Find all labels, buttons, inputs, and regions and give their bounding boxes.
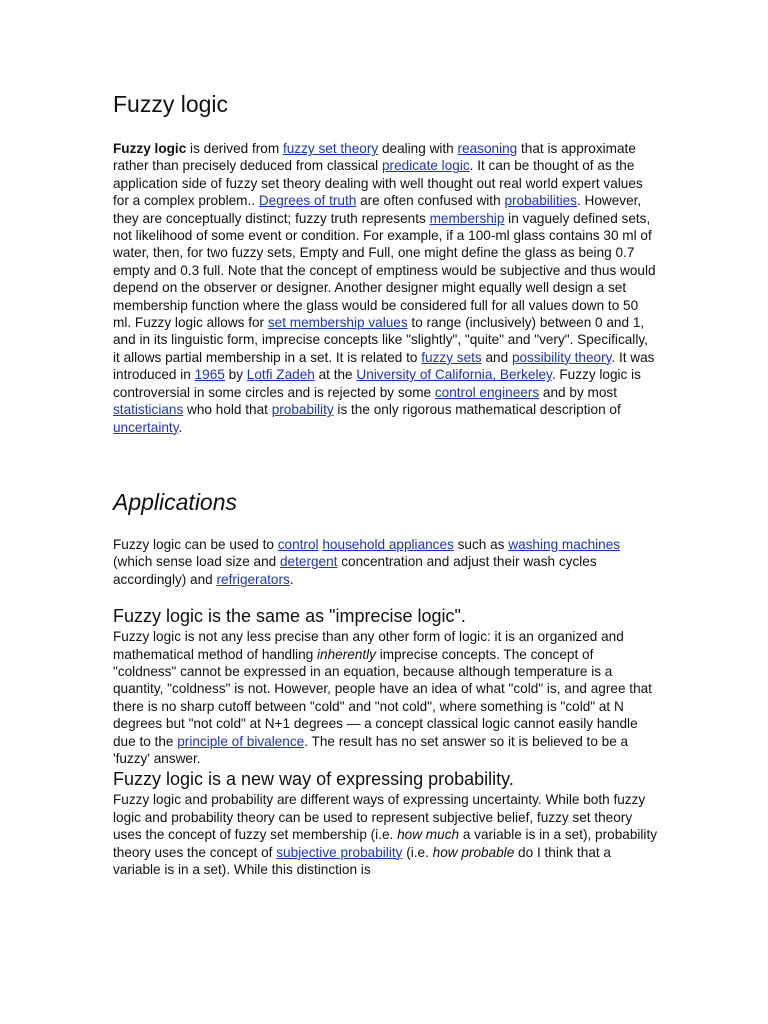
link-lotfi-zadeh[interactable]: Lotfi Zadeh	[246, 367, 315, 383]
link-control-engineers[interactable]: control engineers	[434, 384, 540, 400]
link-membership[interactable]: membership	[429, 210, 505, 226]
emphasis-inherently: inherently	[317, 646, 376, 662]
link-household-appliances[interactable]: household appliances	[322, 536, 454, 552]
imprecise-logic-heading: Fuzzy logic is the same as "imprecise logic".	[113, 606, 466, 627]
link-predicate-logic[interactable]: predicate logic	[381, 158, 470, 174]
applications-heading: Applications	[113, 488, 238, 515]
link-refrigerators[interactable]: refrigerators	[216, 571, 290, 587]
document-content	[113, 88, 658, 878]
link-probability[interactable]: probability	[271, 402, 334, 418]
page-title: Fuzzy logic	[113, 91, 229, 117]
probability-heading: Fuzzy logic is a new way of expressing probability.	[113, 769, 514, 790]
link-possibility-theory[interactable]: possibility theory	[511, 349, 612, 365]
link-degrees-of-truth[interactable]: Degrees of truth	[258, 193, 357, 209]
link-statisticians[interactable]: statisticians	[113, 402, 184, 418]
link-fuzzy-set-theory[interactable]: fuzzy set theory	[282, 141, 379, 156]
link-uncertainty[interactable]: uncertainty	[113, 419, 179, 435]
link-washing-machines[interactable]: washing machines	[508, 536, 621, 552]
link-subjective-probability[interactable]: subjective probability	[276, 844, 403, 860]
emphasis-how-much: how much	[397, 827, 460, 843]
link-reasoning[interactable]: reasoning	[457, 141, 518, 156]
link-principle-of-bivalence[interactable]: principle of bivalence	[177, 733, 305, 749]
link-uc-berkeley[interactable]: University of California, Berkeley	[356, 367, 552, 383]
link-detergent[interactable]: detergent	[280, 554, 338, 570]
applications-paragraph: Fuzzy logic can be used to control household appliances such as washing machines (which sense load size and detergent concentration and adjust their wash cycles accordingly) and refrigerators.	[113, 536, 621, 587]
emphasis-how-probable: how probable	[432, 844, 515, 860]
link-fuzzy-sets[interactable]: fuzzy sets	[421, 349, 482, 365]
link-probabilities[interactable]: probabilities	[504, 193, 577, 209]
link-set-membership-values[interactable]: set membership values	[267, 315, 408, 331]
link-1965[interactable]: 1965	[194, 367, 225, 383]
imprecise-logic-paragraph: Fuzzy logic is not any less precise than any other form of logic: it is an organized and mathematical method of handling inherently imprecise concepts. The concept of "coldness" cannot be expressed in an equation, because although temperature is a quantity, "coldness" is not. However, people have an idea of what "cold" is, and agree that there is no sharp cutoff between "cold" and "not cold", where something is "cold" at N degrees but "not cold" at N+1 degrees — a concept classical logic cannot easily handle due to the principle of bivalence. The result has no set answer so it is believed to be a 'fuzzy' answer.	[113, 629, 652, 766]
link-control[interactable]: control	[277, 536, 319, 552]
probability-paragraph: Fuzzy logic and probability are different ways of expressing uncertainty. While both fuzzy logic and probability theory can be used to represent subjective belief, fuzzy set theory uses the concept of fuzzy set membership (i.e. how much a variable is in a set), probability theory uses the concept of subjective probability (i.e. how probable do I think that a variable is in a set). While this distinction is	[113, 792, 658, 877]
intro-paragraph: Fuzzy logic is derived from fuzzy set theory dealing with reasoning that is approximate rather than precisely deduced from classical predicate logic. It can be thought of as the application side of fuzzy set theory dealing with well thought out real world expert values for a complex problem.. Degrees of truth are often confused with probabilities. However, they are conceptually distinct; fuzzy truth represents membership in vaguely defined sets, not likelihood of some event or condition. For example, if a 100-ml glass contains 30 ml of water, then, for two fuzzy sets, Empty and Full, one might define the glass as being 0.7 empty and 0.3 full. Note that the concept of emptiness would be subjective and thus would depend on the observer or designer. Another designer might equally well design a set membership function where the glass would be considered full for all values down to 50 ml. Fuzzy logic allows for set membership values to range (inclusively) between 0 and 1, and in its linguistic form, imprecise concepts like "slightly", "quite" and "very". Specifically, it allows partial membership in a set. It is related to fuzzy sets and possibility theory. It was introduced in 1965 by Lotfi Zadeh at the University of California, Berkeley. Fuzzy logic is controversial in some circles and is rejected by some control engineers and by most statisticians who hold that probability is the only rigorous mathematical description of uncertainty.	[113, 141, 656, 435]
bold-term: Fuzzy logic	[113, 141, 187, 156]
